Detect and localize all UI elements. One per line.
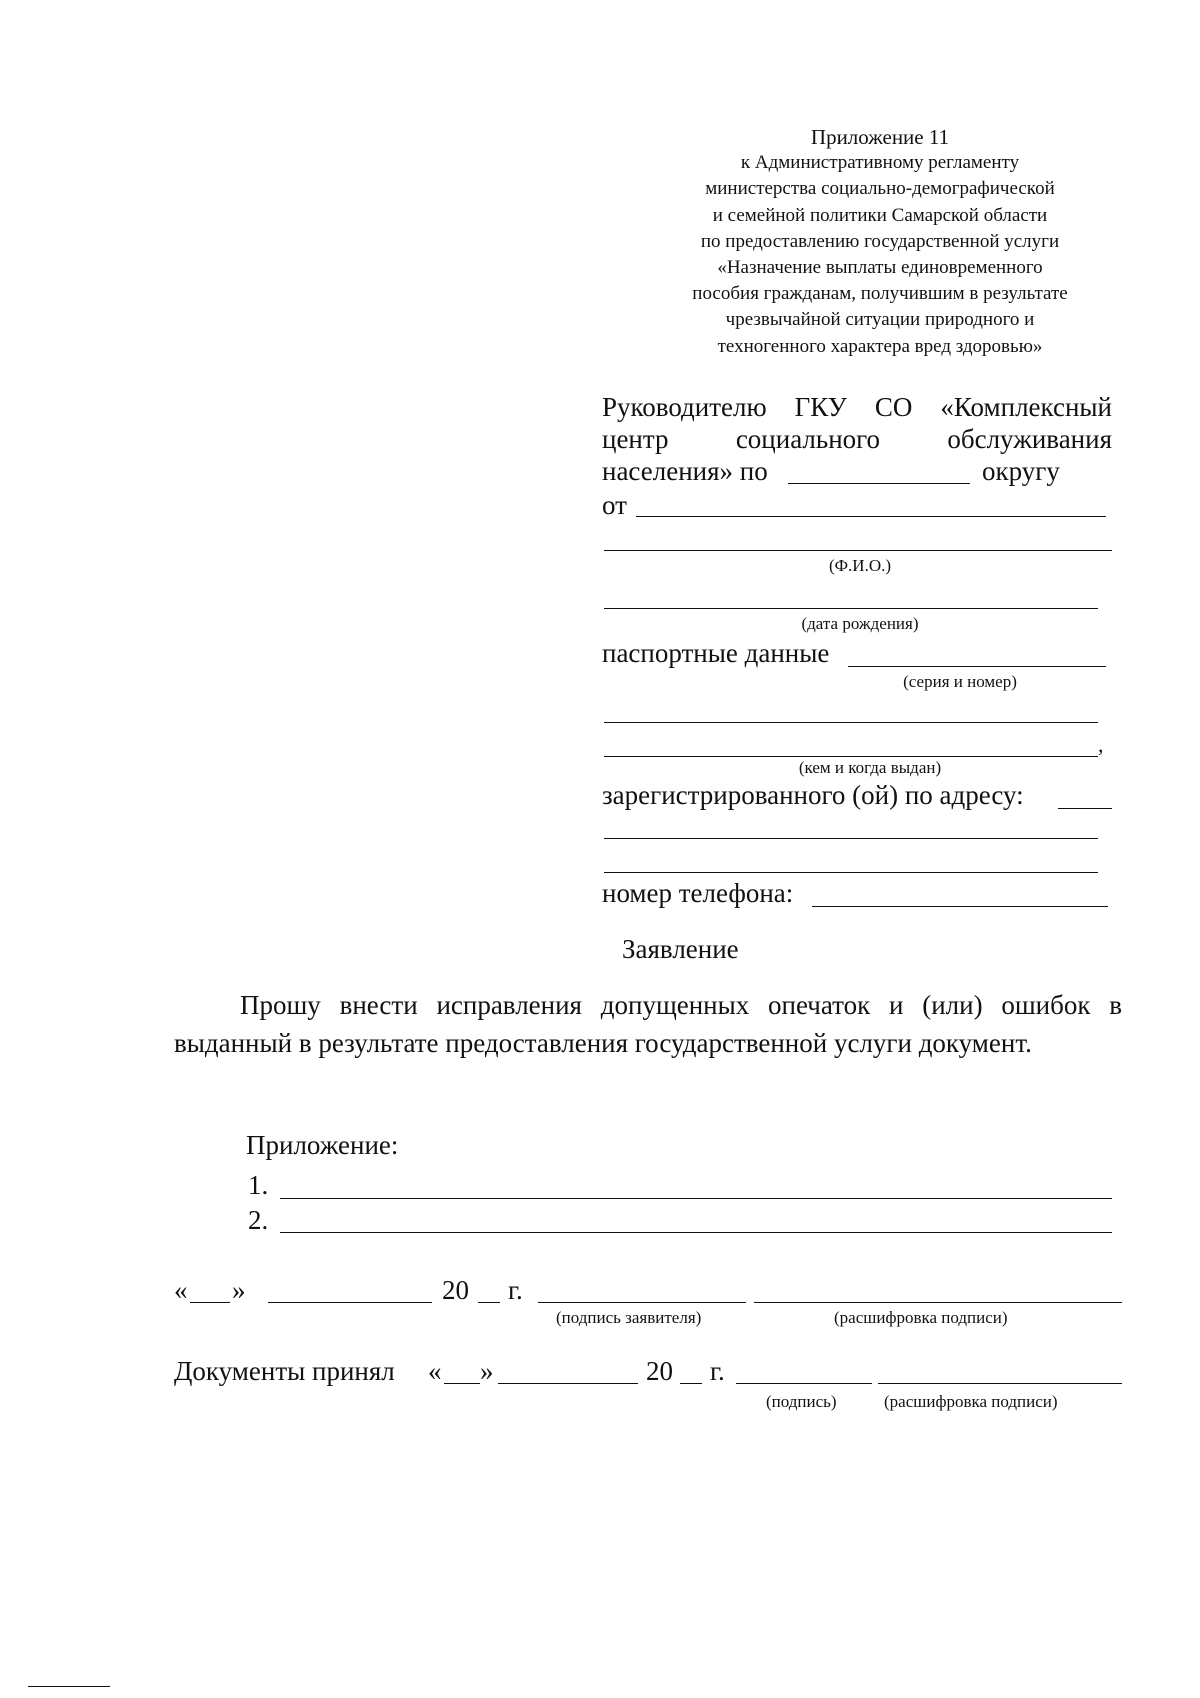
annex-line: «Назначение выплаты единовременного bbox=[717, 257, 1043, 279]
statement-text-line-1: Прошу внести исправления допущенных опечаток и (или) ошибок в bbox=[240, 990, 1122, 1020]
date-year-field[interactable] bbox=[478, 1302, 500, 1303]
annex-line: по предоставлению государственной услуги bbox=[700, 230, 1060, 252]
applicant-signature-caption: (подпись заявителя) bbox=[556, 1308, 702, 1327]
annex-line: и семейной политики Самарской области bbox=[712, 204, 1048, 226]
accepted-open-quote: « bbox=[428, 1356, 442, 1386]
annex-line: техногенного характера вред здоровью» bbox=[717, 335, 1043, 357]
passport-label: паспортные данные bbox=[602, 638, 830, 668]
phone-label: номер телефона: bbox=[602, 878, 794, 908]
phone-field[interactable] bbox=[812, 906, 1108, 907]
addressee-line-3-suffix: округу bbox=[982, 456, 1060, 486]
fio-caption: (Ф.И.О.) bbox=[828, 556, 892, 575]
accepted-year-field[interactable] bbox=[680, 1383, 702, 1384]
date-month-field[interactable] bbox=[268, 1302, 432, 1303]
accepted-month-field[interactable] bbox=[498, 1383, 638, 1384]
accepted-day-field[interactable] bbox=[444, 1383, 480, 1384]
applicant-signature-field[interactable] bbox=[538, 1302, 746, 1303]
address-field-2[interactable] bbox=[604, 838, 1098, 839]
issued-by-caption: (кем и когда выдан) bbox=[798, 758, 942, 777]
accepted-close-quote: » bbox=[480, 1356, 494, 1386]
date-day-field[interactable] bbox=[190, 1302, 230, 1303]
date-close-quote: » bbox=[232, 1275, 246, 1305]
issued-by-field-1[interactable] bbox=[604, 722, 1098, 723]
annex-line: к Административному регламенту bbox=[740, 152, 1020, 174]
annex-line: министерства социально-демографической bbox=[705, 178, 1055, 200]
address-field-1[interactable] bbox=[1058, 808, 1112, 809]
accepted-year-suffix: г. bbox=[710, 1356, 725, 1386]
attachment-item-number: 2. bbox=[248, 1205, 269, 1235]
attachments-label: Приложение: bbox=[246, 1130, 399, 1160]
statement-text-line-2: выданный в результате предоставления государственной услуги документ. bbox=[174, 1028, 1032, 1058]
date-year-prefix: 20 bbox=[442, 1275, 469, 1305]
annex-line: пособия гражданам, получившим в результате bbox=[692, 283, 1068, 305]
issued-by-field-2[interactable] bbox=[604, 756, 1098, 757]
annex-line: чрезвычайной ситуации природного и bbox=[725, 309, 1035, 331]
from-label: от bbox=[602, 490, 627, 520]
birth-date-caption: (дата рождения) bbox=[801, 614, 919, 633]
accepted-signature-decoding-field[interactable] bbox=[878, 1383, 1122, 1384]
address-field-3[interactable] bbox=[604, 872, 1098, 873]
signature-decoding-caption: (расшифровка подписи) bbox=[834, 1308, 1008, 1327]
attachment-field-2[interactable] bbox=[280, 1232, 1112, 1233]
registered-label: зарегистрированного (ой) по адресу: bbox=[602, 780, 1024, 810]
accepted-year-prefix: 20 bbox=[646, 1356, 673, 1386]
addressee-word: обслуживания bbox=[947, 424, 1112, 454]
statement-title: Заявление bbox=[622, 934, 739, 964]
accepted-signature-field[interactable] bbox=[736, 1383, 872, 1384]
date-open-quote: « bbox=[174, 1275, 188, 1305]
footnote-separator bbox=[28, 1686, 110, 1687]
addressee-word: социального bbox=[735, 424, 881, 454]
addressee-line-2 bbox=[602, 424, 1112, 455]
addressee-line-3-prefix: населения» по bbox=[602, 456, 768, 486]
district-field[interactable] bbox=[788, 483, 970, 484]
attachment-field-1[interactable] bbox=[280, 1198, 1112, 1199]
addressee-line-1: Руководителю ГКУ СО «Комплексный bbox=[602, 392, 1112, 422]
fio-field-2[interactable] bbox=[604, 550, 1112, 551]
birth-date-field[interactable] bbox=[604, 608, 1098, 609]
attachment-item-number: 1. bbox=[248, 1170, 269, 1200]
addressee-word: центр bbox=[602, 424, 669, 454]
annex-line: Приложение 11 bbox=[810, 125, 950, 149]
fio-field-1[interactable] bbox=[636, 516, 1106, 517]
trailing-comma: , bbox=[1098, 732, 1104, 757]
series-number-caption: (серия и номер) bbox=[903, 672, 1017, 691]
signature-decoding-caption-2: (расшифровка подписи) bbox=[884, 1392, 1058, 1411]
signature-caption: (подпись) bbox=[766, 1392, 837, 1411]
annex-header bbox=[640, 124, 1120, 360]
date-year-suffix: г. bbox=[508, 1275, 523, 1305]
accepted-label: Документы принял bbox=[174, 1356, 395, 1386]
passport-series-field[interactable] bbox=[848, 666, 1106, 667]
applicant-signature-decoding-field[interactable] bbox=[754, 1302, 1122, 1303]
